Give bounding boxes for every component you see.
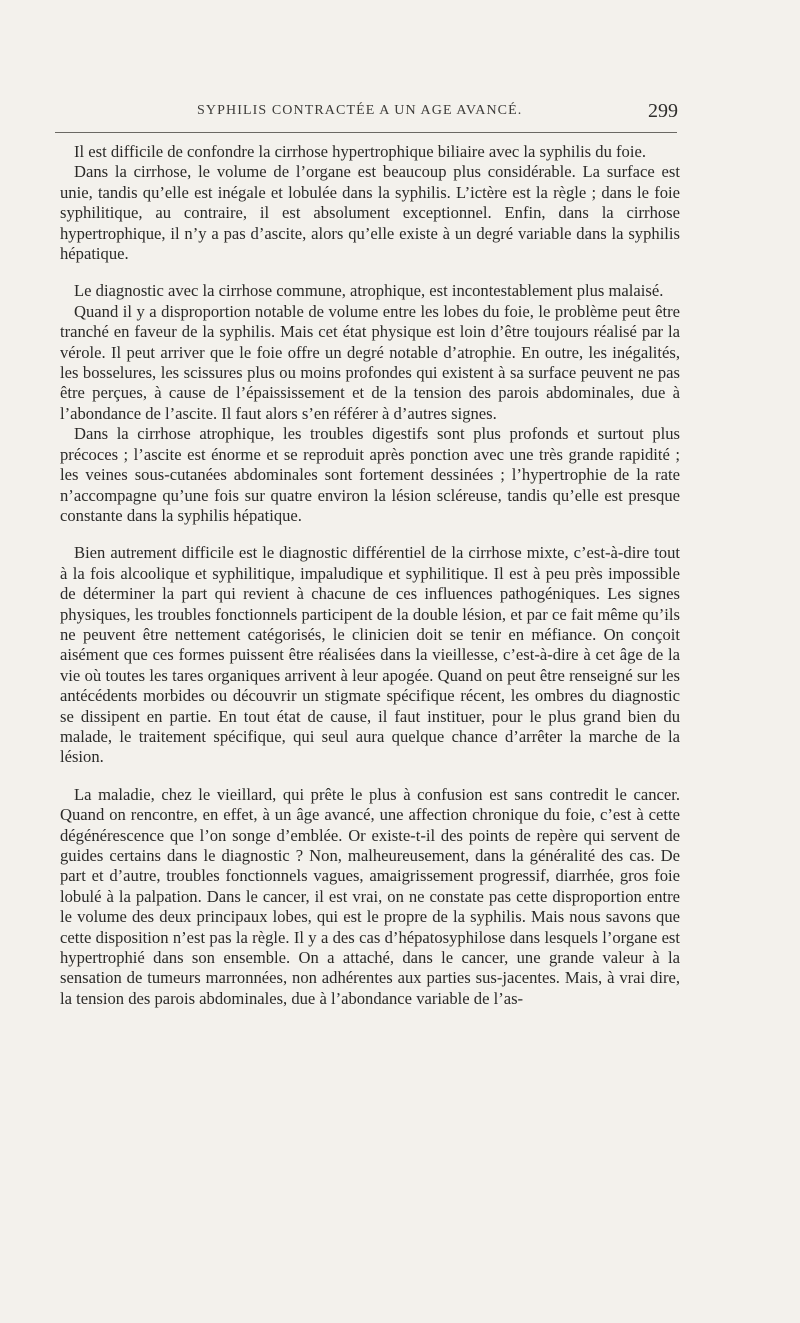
page-header: [60, 100, 680, 126]
paragraph-3: Le diagnostic avec la cirrhose commune, atrophique, est incontestablement plus malaisé.: [74, 281, 664, 301]
paragraph-7: La maladie, chez le vieillard, qui prête le plus à confusion est sans contredit le cancer. Quand on rencontre, en effet, à un âge avancé, une affection chronique du foie, c’est à cette dégénérescence que l’on songe d’emblée. Or existe-t-il des points de repère qui servent de guides certains dans le diagnostic ? Non, malheureusement, dans la généralité des cas. De part et d’autre, troubles fonctionnels vagues, amaigrissement progressif, diarrhée, gros foie lobulé à la palpation. Dans le cancer, il est vrai, on ne constate pas cette disproportion entre le volume des deux principaux lobes, qui est le propre de la syphilis. Mais nous savons que cette disposition n’est pas la règle. Il y a des cas d’hépatosyphilose dans lesquels l’organe est hypertrophié dans son ensemble. On a attaché, dans le cancer, une grande valeur à la sensation de tumeurs marronnées, non adhérentes aux parties sus-jacentes. Mais, à vrai dire, la tension des parois abdominales, due à l’abondance variable de l’as-: [60, 784, 680, 1008]
paragraph-2: Dans la cirrhose, le volume de l’organe est beaucoup plus considérable. La surface est unie, tandis qu’elle est inégale et lobulée dans la syphilis. L’ictère est la règle ; dans le foie syphilitique, au contraire, il est absolument exceptionnel. Enfin, dans la cirrhose hypertrophique, il n’y a pas d’ascite, alors qu’elle existe à un degré variable dans la syphilis hépatique.: [60, 162, 680, 264]
body-text: [60, 142, 680, 1009]
page-number: 299: [648, 100, 678, 122]
header-rule: [55, 132, 677, 133]
paragraph-5: Dans la cirrhose atrophique, les troubles digestifs sont plus profonds et surtout plus précoces ; l’ascite est énorme et se reproduit après ponction avec une très grande rapidité ; les veines sous-cutanées abdominales sont fortement dessinées ; l’hypertrophie de la rate n’accompagne qu’une fois sur quatre environ la lésion scléreuse, tandis qu’elle est presque constante dans la syphilis hépatique.: [60, 424, 680, 525]
paragraph-6: Bien autrement difficile est le diagnostic différentiel de la cirrhose mixte, c’est-à-dire tout à la fois alcoolique et syphilitique, impaludique et syphilitique. Il est à peu près impossible de déterminer la part qui revient à chacune de ces influences pathogéniques. Les signes physiques, les troubles fonctionnels participent de la double lésion, et par ce fait même qu’ils ne peuvent être nettement catégorisés, le clinicien doit se tenir en méfiance. On conçoit aisément que ces formes puissent être réalisées dans la vieillesse, c’est-à-dire à cet âge de la vie où toutes les tares organiques arrivent à leur apogée. Quand on peut être renseigné sur les antécédents morbides ou découvrir un stigmate spécifique récent, les ombres du diagnostic se dissipent en partie. En tout état de cause, il faut instituer, pour le plus grand bien du malade, le traitement spécifique, qui seul aura quelque chance d’arrêter la marche de la lésion.: [60, 543, 680, 767]
running-title: SYPHILIS CONTRACTÉE A UN AGE AVANCÉ.: [197, 103, 523, 118]
paragraph-1: Il est difficile de confondre la cirrhose hypertrophique biliaire avec la syphilis du foie.: [74, 142, 646, 161]
paragraph-4: Quand il y a disproportion notable de volume entre les lobes du foie, le problème peut être tranché en faveur de la syphilis. Mais cet état physique est loin d’être toujours réalisé par la vérole. Il peut arriver que le foie offre un degré notable d’atrophie. En outre, les inégalités, les bosselures, les scissures plus ou moins profondes qui existent à sa surface peuvent ne pas être perçues, à cause de l’épaississement et de la tension des parois abdominales, due à l’abondance de l’ascite. Il faut alors s’en référer à d’autres signes.: [60, 301, 680, 423]
